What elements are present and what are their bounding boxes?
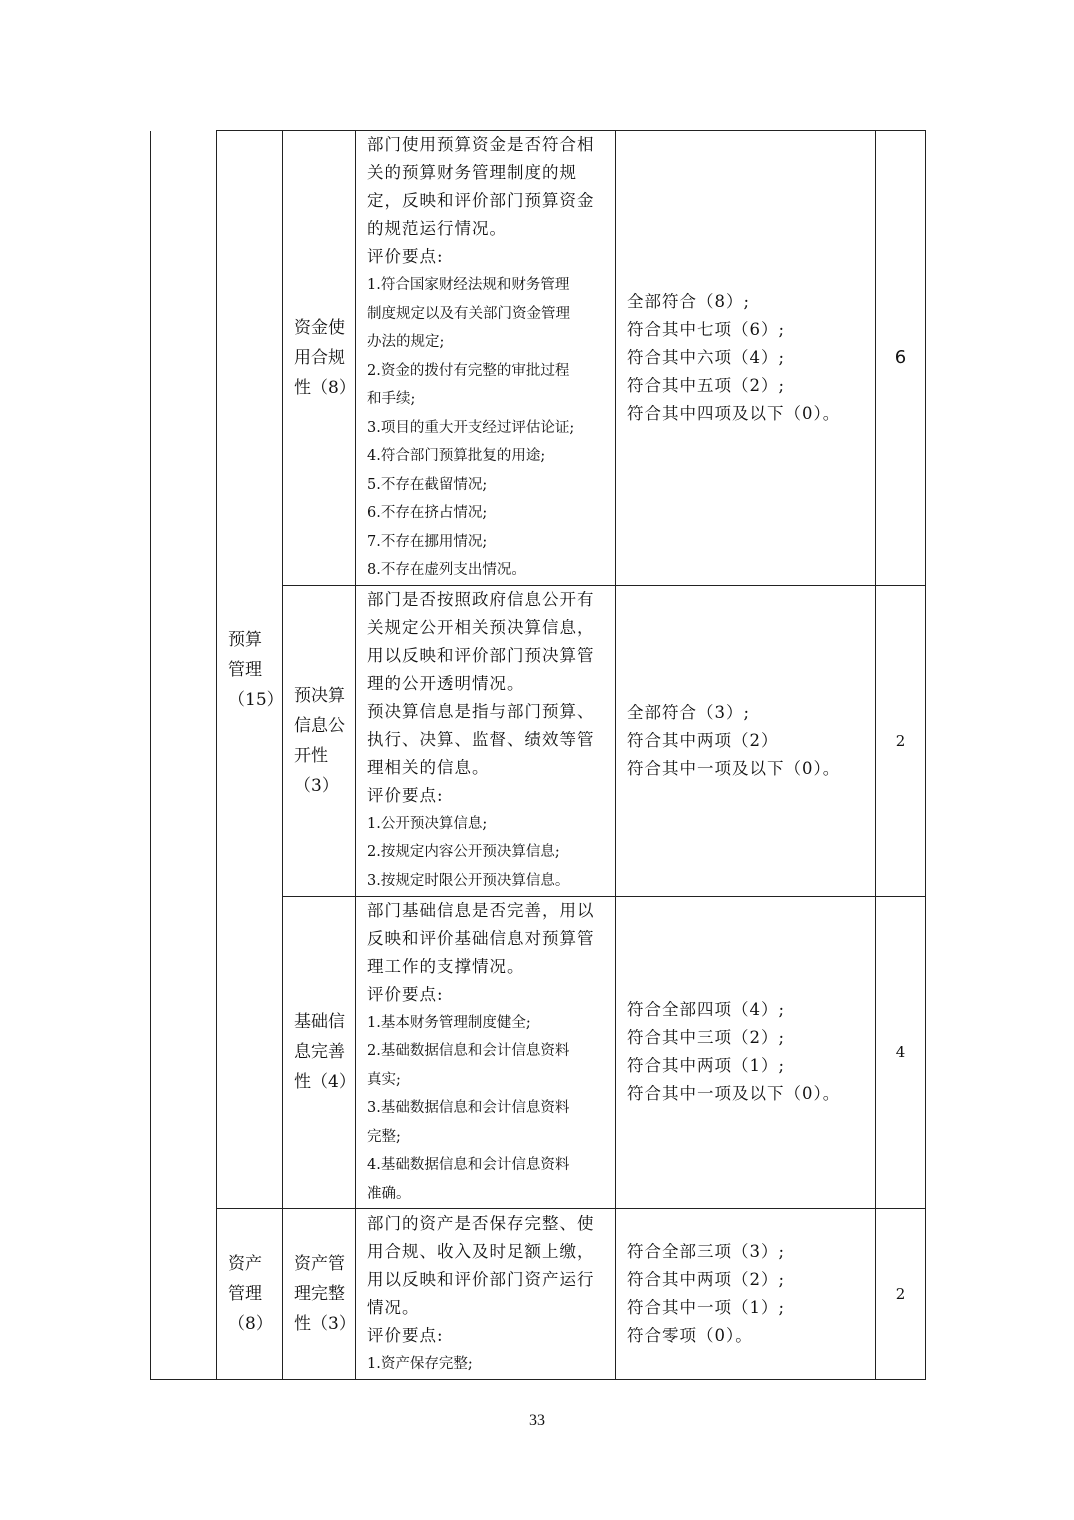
indicator2-line: 资产 bbox=[228, 1254, 262, 1274]
description-line: 完整; bbox=[367, 1128, 401, 1145]
level3-indicator-cell bbox=[283, 1209, 356, 1380]
description-line: 3.项目的重大开支经过评估论证; bbox=[367, 419, 575, 436]
description-line: 6.不存在挤占情况; bbox=[367, 505, 488, 521]
indicator3-line: 息完善 bbox=[294, 1042, 345, 1063]
indicator-description-cell bbox=[356, 1209, 616, 1380]
description-line: 反映和评价基础信息对预算管 bbox=[367, 928, 595, 948]
description-line: 1.公开预决算信息; bbox=[367, 815, 488, 832]
description-line: 3.基础数据信息和会计信息资料 bbox=[367, 1100, 570, 1116]
description-line: 部门的资产是否保存完整、使 bbox=[367, 1213, 595, 1233]
description-line: 2.基础数据信息和会计信息资料 bbox=[367, 1043, 570, 1059]
description-line: 准确。 bbox=[367, 1185, 411, 1202]
indicator2-line: 预算 bbox=[228, 629, 262, 650]
description-line: 1.资产保存完整; bbox=[367, 1355, 473, 1372]
indicator3-line: 预决算 bbox=[294, 685, 345, 706]
criteria-line: 符合其中七项（6）; bbox=[627, 319, 786, 339]
indicator3-line: 用合规 bbox=[294, 347, 345, 368]
criteria-line: 符合其中一项及以下（0）。 bbox=[627, 758, 841, 778]
description-line: 理工作的支撑情况。 bbox=[367, 956, 525, 976]
criteria-line: 符合其中一项及以下（0）。 bbox=[627, 1084, 841, 1104]
indicator3-line: 资金使 bbox=[294, 317, 345, 338]
description-line: 评价要点: bbox=[367, 247, 444, 266]
description-line: 关的预算财务管理制度的规 bbox=[367, 163, 577, 182]
scoring-criteria-cell bbox=[616, 1209, 876, 1380]
description-line: 用以反映和评价部门预决算管 bbox=[367, 645, 595, 665]
description-line: 用以反映和评价部门资产运行 bbox=[367, 1269, 595, 1289]
indicator3-line: 性（3） bbox=[294, 1314, 356, 1334]
level1-indicator-cell bbox=[151, 131, 217, 1380]
indicator3-line: 性（8） bbox=[294, 377, 356, 398]
indicator3-line: 开性 bbox=[294, 745, 328, 766]
description-line: 执行、决算、监督、绩效等管 bbox=[367, 729, 595, 749]
table-row bbox=[151, 1209, 926, 1380]
scoring-criteria-cell bbox=[616, 131, 876, 586]
score-cell: 2 bbox=[876, 1209, 926, 1380]
score-cell: 6 bbox=[876, 131, 926, 586]
description-line: 情况。 bbox=[367, 1297, 420, 1317]
criteria-line: 符合其中两项（2） bbox=[627, 730, 779, 750]
description-line: 关规定公开相关预决算信息， bbox=[367, 617, 595, 637]
criteria-line: 符合其中一项（1）; bbox=[627, 1298, 786, 1317]
indicator2-line: （15） bbox=[228, 689, 284, 710]
description-line: 评价要点: bbox=[367, 984, 444, 1004]
description-line: 用合规、收入及时足额上缴， bbox=[367, 1241, 595, 1261]
table-row bbox=[151, 131, 926, 586]
indicator3-line: （3） bbox=[294, 775, 339, 796]
level2-indicator-budget-management bbox=[217, 131, 283, 1209]
indicator-description-cell bbox=[356, 896, 616, 1209]
description-line: 4.基础数据信息和会计信息资料 bbox=[367, 1157, 570, 1173]
level3-indicator-cell bbox=[283, 896, 356, 1209]
level2-indicator-asset-management bbox=[217, 1209, 283, 1380]
indicator3-line: 信息公 bbox=[294, 715, 345, 736]
page-number: 33 bbox=[529, 1412, 545, 1429]
criteria-line: 符合全部三项（3）; bbox=[627, 1242, 786, 1261]
criteria-line: 全部符合（3）; bbox=[627, 702, 751, 722]
criteria-line: 符合其中两项（2）; bbox=[627, 1270, 786, 1289]
description-line: 部门是否按照政府信息公开有 bbox=[367, 589, 595, 609]
criteria-line: 全部符合（8）; bbox=[627, 291, 751, 311]
score-cell: 2 bbox=[876, 585, 926, 896]
description-line: 8.不存在虚列支出情况。 bbox=[367, 562, 526, 578]
description-line: 制度规定以及有关部门资金管理 bbox=[367, 305, 570, 322]
description-line: 1.基本财务管理制度健全; bbox=[367, 1014, 531, 1031]
description-line: 4.符合部门预算批复的用途; bbox=[367, 448, 546, 464]
description-line: 定，反映和评价部门预算资金 bbox=[367, 191, 595, 210]
criteria-line: 符合全部四项（4）; bbox=[627, 1000, 786, 1020]
description-line: 评价要点: bbox=[367, 1325, 444, 1345]
level3-indicator-cell bbox=[283, 131, 356, 586]
indicator3-line: 性（4） bbox=[294, 1072, 356, 1093]
indicator-description-cell bbox=[356, 585, 616, 896]
criteria-line: 符合其中三项（2）; bbox=[627, 1028, 786, 1048]
description-line: 2.资金的拨付有完整的审批过程 bbox=[367, 362, 570, 379]
description-line: 7.不存在挪用情况; bbox=[367, 533, 488, 550]
scoring-criteria-cell bbox=[616, 585, 876, 896]
description-line: 理的公开透明情况。 bbox=[367, 673, 525, 693]
description-line: 1.符合国家财经法规和财务管理 bbox=[367, 277, 570, 293]
description-line: 办法的规定; bbox=[367, 334, 445, 350]
indicator3-line: 理完整 bbox=[294, 1284, 345, 1304]
description-line: 2.按规定内容公开预决算信息; bbox=[367, 844, 560, 861]
description-line: 评价要点: bbox=[367, 785, 444, 805]
level3-indicator-cell bbox=[283, 585, 356, 896]
indicator2-line: 管理 bbox=[228, 1284, 262, 1304]
criteria-line: 符合其中两项（1）; bbox=[627, 1056, 786, 1076]
criteria-line: 符合其中六项（4）; bbox=[627, 347, 786, 367]
score-cell: 4 bbox=[876, 896, 926, 1209]
indicator2-line: （8） bbox=[228, 1314, 273, 1334]
description-line: 预决算信息是指与部门预算、 bbox=[367, 701, 595, 721]
indicator2-line: 管理 bbox=[228, 659, 262, 680]
description-line: 3.按规定时限公开预决算信息。 bbox=[367, 872, 570, 889]
evaluation-table bbox=[150, 130, 926, 1380]
criteria-line: 符合零项（0）。 bbox=[627, 1326, 753, 1345]
description-line: 和手续; bbox=[367, 391, 416, 407]
criteria-line: 符合其中四项及以下（0）。 bbox=[627, 403, 841, 423]
description-line: 部门基础信息是否完善，用以 bbox=[367, 900, 595, 920]
description-line: 理相关的信息。 bbox=[367, 757, 490, 777]
description-line: 真实; bbox=[367, 1071, 401, 1088]
indicator-description-cell bbox=[356, 131, 616, 586]
description-line: 的规范运行情况。 bbox=[367, 219, 507, 238]
description-line: 5.不存在截留情况; bbox=[367, 476, 488, 493]
indicator3-line: 基础信 bbox=[294, 1012, 345, 1033]
indicator3-line: 资产管 bbox=[294, 1254, 345, 1274]
description-line: 部门使用预算资金是否符合相 bbox=[367, 135, 595, 154]
criteria-line: 符合其中五项（2）; bbox=[627, 375, 786, 395]
scoring-criteria-cell bbox=[616, 896, 876, 1209]
